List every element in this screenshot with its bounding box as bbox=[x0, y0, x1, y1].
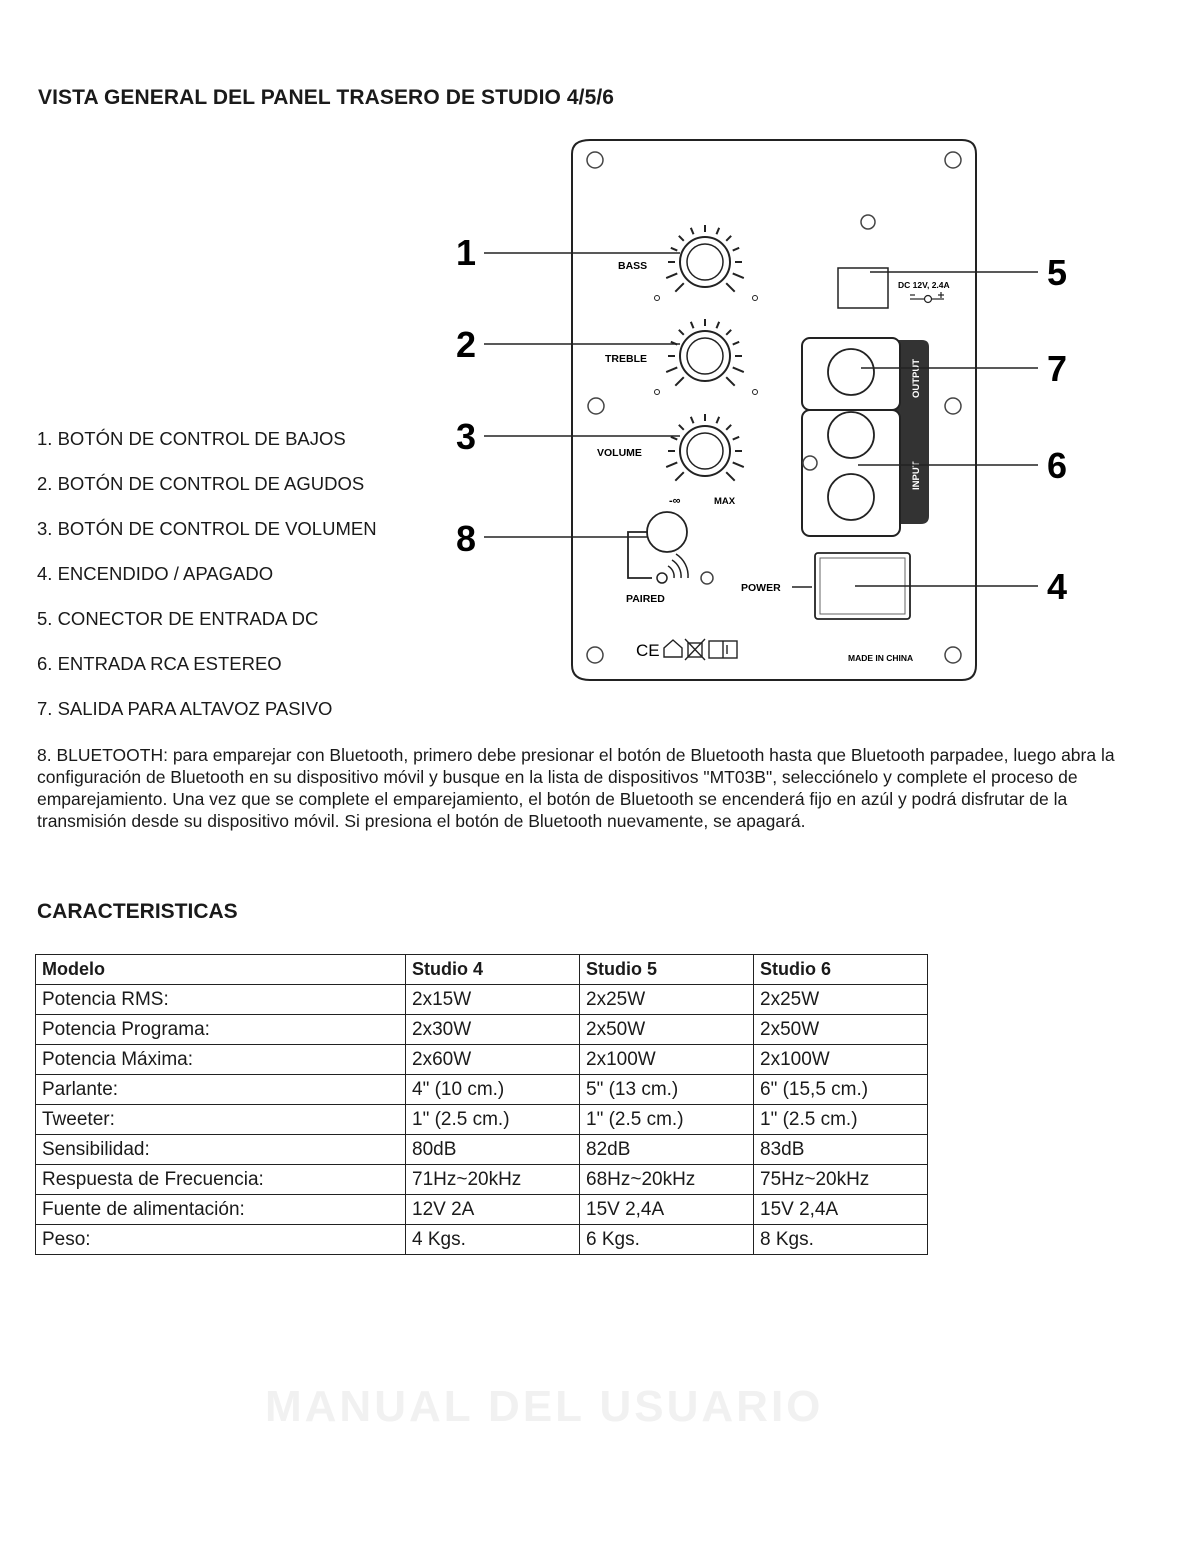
table-cell: 82dB bbox=[580, 1135, 754, 1165]
legend-item-rca-input: 6. ENTRADA RCA ESTEREO bbox=[37, 653, 282, 674]
knob-tick bbox=[691, 322, 694, 328]
specs-table bbox=[35, 954, 928, 1255]
volume-knob[interactable] bbox=[680, 426, 730, 476]
treble-max-dot bbox=[753, 390, 758, 395]
knob-tick bbox=[675, 472, 683, 480]
manual-book-icon bbox=[709, 641, 737, 658]
table-cell: 6 Kgs. bbox=[580, 1225, 754, 1255]
input-label: INPUT bbox=[911, 461, 922, 490]
callout-number-2: 2 bbox=[456, 324, 477, 365]
bass-max-dot bbox=[753, 296, 758, 301]
dc-polarity-icon bbox=[910, 292, 944, 303]
table-cell: 15V 2,4A bbox=[580, 1195, 754, 1225]
table-cell: 2x25W bbox=[580, 985, 754, 1015]
table-cell: 80dB bbox=[406, 1135, 580, 1165]
screw-hole-mid-left bbox=[588, 398, 604, 414]
table-cell: 68Hz~20kHz bbox=[580, 1165, 754, 1195]
table-cell: 4 Kgs. bbox=[406, 1225, 580, 1255]
knob-tick bbox=[679, 330, 684, 335]
callout-number-6: 6 bbox=[1047, 445, 1068, 486]
header-cell: Modelo bbox=[36, 955, 406, 985]
knob-tick bbox=[679, 425, 684, 430]
table-cell: 4" (10 cm.) bbox=[406, 1075, 580, 1105]
table-row bbox=[36, 1015, 928, 1045]
callout-number-4: 4 bbox=[1047, 566, 1068, 607]
knob-tick bbox=[716, 417, 719, 423]
table-cell: 1" (2.5 cm.) bbox=[406, 1105, 580, 1135]
table-row bbox=[36, 985, 928, 1015]
knob-tick bbox=[726, 472, 734, 480]
recycle-home-icon bbox=[664, 640, 682, 657]
knob-tick bbox=[733, 248, 739, 251]
table-cell: 15V 2,4A bbox=[754, 1195, 928, 1225]
knob-tick bbox=[675, 377, 683, 385]
dc-input-jack[interactable] bbox=[838, 268, 888, 308]
legend-item-bass: 1. BOTÓN DE CONTROL DE BAJOS bbox=[37, 428, 346, 449]
table-cell: 2x60W bbox=[406, 1045, 580, 1075]
header-cell: Studio 4 bbox=[406, 955, 580, 985]
knob-tick bbox=[726, 377, 734, 385]
table-cell: 12V 2A bbox=[406, 1195, 580, 1225]
knob-tick bbox=[733, 273, 744, 278]
screw-hole-input bbox=[803, 456, 817, 470]
knob-tick bbox=[675, 283, 683, 291]
input-terminal-block bbox=[802, 410, 900, 536]
table-cell: Parlante: bbox=[36, 1075, 406, 1105]
background-watermark: MANUAL DEL USUARIO bbox=[265, 1382, 824, 1431]
weee-bin-icon bbox=[685, 639, 705, 660]
callout-number-7: 7 bbox=[1047, 348, 1068, 389]
table-cell: 2x100W bbox=[754, 1045, 928, 1075]
table-cell: 75Hz~20kHz bbox=[754, 1165, 928, 1195]
knob-tick bbox=[666, 462, 677, 467]
legend-item-dc-input: 5. CONECTOR DE ENTRADA DC bbox=[37, 608, 319, 629]
knob-tick bbox=[691, 228, 694, 234]
page-title: VISTA GENERAL DEL PANEL TRASERO DE STUDIO 4/5/6 bbox=[38, 86, 615, 109]
table-row bbox=[36, 1045, 928, 1075]
screw-hole-top-right bbox=[945, 152, 961, 168]
table-cell: 8 Kgs. bbox=[754, 1225, 928, 1255]
knob-tick bbox=[733, 437, 739, 440]
table-cell: Potencia RMS: bbox=[36, 985, 406, 1015]
table-cell: Peso: bbox=[36, 1225, 406, 1255]
table-cell: 1" (2.5 cm.) bbox=[754, 1105, 928, 1135]
screw-hole-upper-mid bbox=[861, 215, 875, 229]
knob-tick bbox=[679, 236, 684, 241]
treble-min-dot bbox=[655, 390, 660, 395]
volume-min-label: -∞ bbox=[669, 495, 681, 507]
knob-tick bbox=[666, 367, 677, 372]
table-row bbox=[36, 1135, 928, 1165]
knob-tick bbox=[726, 236, 731, 241]
table-cell: Potencia Programa: bbox=[36, 1015, 406, 1045]
knob-tick bbox=[733, 342, 739, 345]
screw-hole-mid-right bbox=[945, 398, 961, 414]
table-cell: 2x100W bbox=[580, 1045, 754, 1075]
table-row bbox=[36, 1165, 928, 1195]
table-row bbox=[36, 1105, 928, 1135]
table-row bbox=[36, 1075, 928, 1105]
table-cell: Fuente de alimentación: bbox=[36, 1195, 406, 1225]
knob-tick bbox=[716, 322, 719, 328]
table-cell: 2x50W bbox=[754, 1015, 928, 1045]
table-cell: 2x50W bbox=[580, 1015, 754, 1045]
table-cell: Sensibilidad: bbox=[36, 1135, 406, 1165]
legend-item-treble: 2. BOTÓN DE CONTROL DE AGUDOS bbox=[37, 473, 365, 494]
knob-tick bbox=[733, 462, 744, 467]
knob-tick bbox=[671, 437, 677, 440]
table-cell: Potencia Máxima: bbox=[36, 1045, 406, 1075]
treble-label: TREBLE bbox=[605, 353, 647, 365]
knob-tick bbox=[671, 248, 677, 251]
volume-max-label: MAX bbox=[714, 496, 736, 507]
paired-label: PAIRED bbox=[626, 593, 665, 605]
table-cell: 2x30W bbox=[406, 1015, 580, 1045]
legend-item-volume: 3. BOTÓN DE CONTROL DE VOLUMEN bbox=[37, 518, 377, 539]
legend-item-passive-output: 7. SALIDA PARA ALTAVOZ PASIVO bbox=[37, 698, 333, 719]
knob-tick bbox=[666, 273, 677, 278]
callout-number-5: 5 bbox=[1047, 252, 1068, 293]
knob-tick bbox=[691, 417, 694, 423]
bass-min-dot bbox=[655, 296, 660, 301]
table-cell: 2x25W bbox=[754, 985, 928, 1015]
header-cell: Studio 5 bbox=[580, 955, 754, 985]
knob-tick bbox=[726, 425, 731, 430]
table-header-row bbox=[36, 955, 928, 985]
table-cell: Respuesta de Frecuencia: bbox=[36, 1165, 406, 1195]
callout-number-1: 1 bbox=[456, 232, 477, 273]
dc-rating-label: DC 12V, 2.4A bbox=[898, 280, 950, 290]
screw-hole-bottom-left bbox=[587, 647, 603, 663]
table-cell: Tweeter: bbox=[36, 1105, 406, 1135]
rear-panel-diagram bbox=[0, 0, 1190, 740]
table-cell: 71Hz~20kHz bbox=[406, 1165, 580, 1195]
table-row bbox=[36, 1195, 928, 1225]
callout-number-8: 8 bbox=[456, 518, 477, 559]
callout-number-3: 3 bbox=[456, 416, 477, 457]
knob-tick bbox=[726, 330, 731, 335]
screw-hole-top-left bbox=[587, 152, 603, 168]
header-cell: Studio 6 bbox=[754, 955, 928, 985]
table-cell: 6" (15,5 cm.) bbox=[754, 1075, 928, 1105]
table-cell: 5" (13 cm.) bbox=[580, 1075, 754, 1105]
ce-mark: CE bbox=[636, 641, 660, 660]
knob-tick bbox=[716, 228, 719, 234]
table-cell: 2x15W bbox=[406, 985, 580, 1015]
treble-knob[interactable] bbox=[680, 331, 730, 381]
volume-label: VOLUME bbox=[597, 447, 642, 459]
table-cell: 1" (2.5 cm.) bbox=[580, 1105, 754, 1135]
features-title: CARACTERISTICAS bbox=[37, 900, 238, 923]
knob-tick bbox=[733, 367, 744, 372]
output-label: OUTPUT bbox=[911, 358, 922, 398]
table-cell: 83dB bbox=[754, 1135, 928, 1165]
knob-scale-ticks bbox=[666, 225, 744, 481]
led-indicator bbox=[701, 572, 713, 584]
screw-hole-bottom-right bbox=[945, 647, 961, 663]
bluetooth-signal-icon bbox=[657, 554, 688, 583]
legend-item-power: 4. ENCENDIDO / APAGADO bbox=[37, 563, 274, 584]
knob-tick bbox=[726, 283, 734, 291]
table-row bbox=[36, 1225, 928, 1255]
made-in-label: MADE IN CHINA bbox=[848, 653, 914, 663]
bluetooth-button[interactable] bbox=[647, 512, 687, 552]
power-label: POWER bbox=[741, 582, 781, 594]
bass-label: BASS bbox=[618, 260, 648, 272]
bluetooth-instructions: 8. BLUETOOTH: para emparejar con Bluetooth, primero debe presionar el botón de Bluetooth hasta que Bluetooth parpadee, luego abra la configuración de Bluetooth en su dispositivo móvil y busque en la lista de dispositivos "MT03B", selecciónelo y complete el proceso de emparejamiento. Una vez que se complete el emparejamiento, el botón de Bluetooth se encenderá fijo en azúl y podrá disfrutar de la transmisión desde su dispositivo móvil. Si presiona el botón de Bluetooth nuevamente, se apagará. bbox=[37, 745, 1115, 831]
bass-knob[interactable] bbox=[680, 237, 730, 287]
